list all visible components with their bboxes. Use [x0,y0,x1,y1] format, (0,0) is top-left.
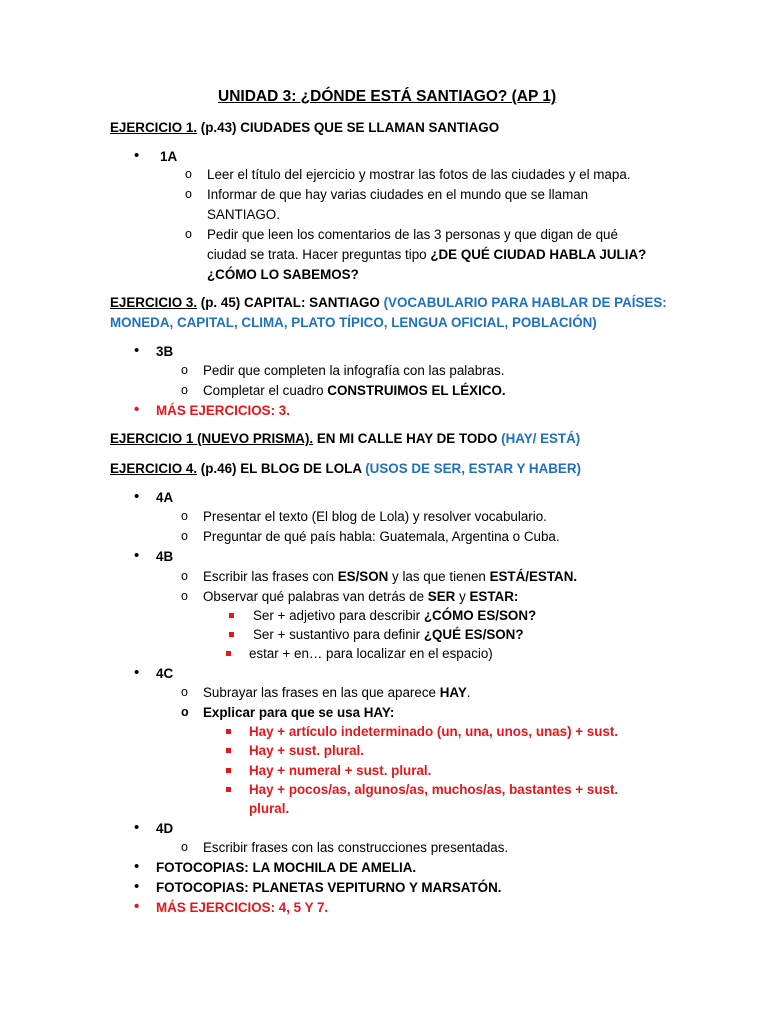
bullet-red: • [134,401,140,418]
ex4-b2-bold1: SER [427,589,456,604]
ex4-more: MÁS EJERCICIOS: 4, 5 Y 7. [156,900,329,915]
ex4-d-line-1: Escribir frases con las construcciones presentadas. [203,840,509,855]
circle-bullet: o [181,529,188,543]
ex3-line-2-text: Completar el cuadro [203,383,328,398]
ex4-hay-4a: Hay + pocos/as, algunos/as, muchos/as, bastantes + sust. [249,782,619,797]
ex3-line-2-bold: CONSTRUIMOS EL LÉXICO. [327,383,506,398]
ex4-hay-2: Hay + sust. plural. [249,743,364,758]
square-bullet [226,651,231,656]
ex1-line-3c: ¿CÓMO LO SABEMOS? [207,267,359,282]
square-bullet [226,787,231,792]
ex4-hay-1: Hay + artículo indeterminado (un, una, unos, unas) + sust. [249,724,619,739]
ex4-b-line-2 [203,587,518,606]
item-4c: 4C [156,666,174,681]
ex4-s2-bold: ¿QUÉ ES/SON? [423,627,524,642]
exercise-4-name: EL BLOG DE LOLA [236,461,366,476]
circle-bullet: o [185,227,192,241]
ex4-b-line-1 [203,567,577,586]
circle-bullet: o [181,363,188,377]
ex4-c-line-1 [203,683,470,702]
ex3-more: MÁS EJERCICIOS: 3. [156,403,290,418]
bullet: • [134,664,140,681]
item-4d: 4D [156,821,174,836]
square-bullet [226,729,231,734]
circle-bullet: o [181,705,189,719]
ex1-line-2b: SANTIAGO. [207,207,280,222]
item-1a: 1A [160,149,178,164]
bullet: • [134,342,140,359]
circle-bullet: o [185,167,192,181]
square-bullet [229,613,234,618]
ex1-line-3a: Pedir que leen los comentarios de las 3 personas y que digan de qué [207,227,618,242]
circle-bullet: o [185,187,192,201]
exercise-1-ref: EJERCICIO 1. [110,120,198,135]
item-4b: 4B [156,549,174,564]
exercise-4-page: (p.46) [197,461,237,476]
ex1-line-2a: Informar de que hay varias ciudades en el mundo que se llaman [207,187,589,202]
ex4-c1-end: . [466,685,471,700]
exercise-1-heading [110,118,499,137]
circle-bullet: o [181,589,188,603]
ex4-b2-mid: y [455,589,470,604]
exercise-4-heading [110,459,581,478]
exercise-3-heading [110,293,667,312]
bullet: • [134,858,140,875]
page-title: UNIDAD 3: ¿DÓNDE ESTÁ SANTIAGO? (AP 1) [218,88,557,105]
item-3b: 3B [156,344,174,359]
ex4-s1 [253,606,536,625]
circle-bullet: o [181,509,188,523]
ex4-b1-text: Escribir las frases con [203,569,338,584]
bullet: • [134,488,140,505]
circle-bullet: o [181,569,188,583]
circle-bullet: o [181,840,188,854]
item-4a: 4A [156,490,174,505]
exercise-1np-note: (HAY/ ESTÁ) [501,431,581,446]
bullet-red: • [134,898,140,915]
ex1-line-3b-text: ciudad se trata. Hacer preguntas tipo [207,247,431,262]
bullet: • [134,547,140,564]
ex4-a-line-2: Preguntar de qué país habla: Guatemala, Argentina o Cuba. [203,529,560,544]
exercise-1np-heading [110,429,580,448]
bullet: • [134,147,140,164]
exercise-4-ref: EJERCICIO 4. [110,461,198,476]
ex4-b1-bold1: ES/SON [337,569,389,584]
ex4-s1-text: Ser + adjetivo para describir [253,608,424,623]
photocopies-2: FOTOCOPIAS: PLANETAS VEPITURNO Y MARSATÓN. [156,880,502,895]
square-bullet [226,768,231,773]
ex1-line-3b-bold: ¿DE QUÉ CIUDAD HABLA JULIA? [430,247,647,262]
bullet: • [134,878,140,895]
circle-bullet: o [181,383,188,397]
ex1-line-1: Leer el título del ejercicio y mostrar las fotos de las ciudades y el mapa. [207,167,631,182]
ex4-b1-bold2: ESTÁ/ESTAN. [489,569,578,584]
bullet: • [134,819,140,836]
ex4-s2-text: Ser + sustantivo para definir [253,627,424,642]
exercise-3-ref: EJERCICIO 3. [110,295,198,310]
ex4-b2-bold2: ESTAR: [469,589,519,604]
ex3-line-2 [203,381,506,400]
ex4-c1-text: Subrayar las frases en las que aparece [203,685,440,700]
circle-bullet: o [181,685,188,699]
ex1-line-3b [207,245,646,264]
exercise-3-vocab-1: (VOCABULARIO PARA HABLAR DE PAÍSES: [383,295,667,310]
ex4-s1-bold: ¿CÓMO ES/SON? [423,608,537,623]
exercise-1-page: (p.43) [197,120,237,135]
photocopies-1: FOTOCOPIAS: LA MOCHILA DE AMELIA. [156,860,417,875]
exercise-4-note: (USOS DE SER, ESTAR Y HABER) [365,461,581,476]
exercise-3-name: CAPITAL: SANTIAGO [240,295,384,310]
ex4-c1-bold: HAY [439,685,467,700]
ex4-s2 [253,625,524,644]
exercise-1np-name: EN MI CALLE HAY DE TODO [313,431,502,446]
exercise-3-vocab-2: MONEDA, CAPITAL, CLIMA, PLATO TÍPICO, LENGUA OFICIAL, POBLACIÓN) [110,315,597,330]
ex4-hay-4b: plural. [249,801,290,816]
ex4-hay-3: Hay + numeral + sust. plural. [249,763,432,778]
square-bullet [226,748,231,753]
ex4-s3: estar + en… para localizar en el espacio) [249,646,493,661]
ex4-b1-mid: y las que tienen [388,569,490,584]
square-bullet [229,632,234,637]
exercise-3-page: (p. 45) [197,295,241,310]
exercise-1-name: CIUDADES QUE SE LLAMAN SANTIAGO [236,120,500,135]
ex4-a-line-1: Presentar el texto (El blog de Lola) y resolver vocabulario. [203,509,547,524]
ex4-c-line-2: Explicar para que se usa HAY: [203,705,395,720]
exercise-1np-ref: EJERCICIO 1 (NUEVO PRISMA). [110,431,314,446]
ex4-b2-text: Observar qué palabras van detrás de [203,589,428,604]
ex3-line-1: Pedir que completen la infografía con las palabras. [203,363,505,378]
